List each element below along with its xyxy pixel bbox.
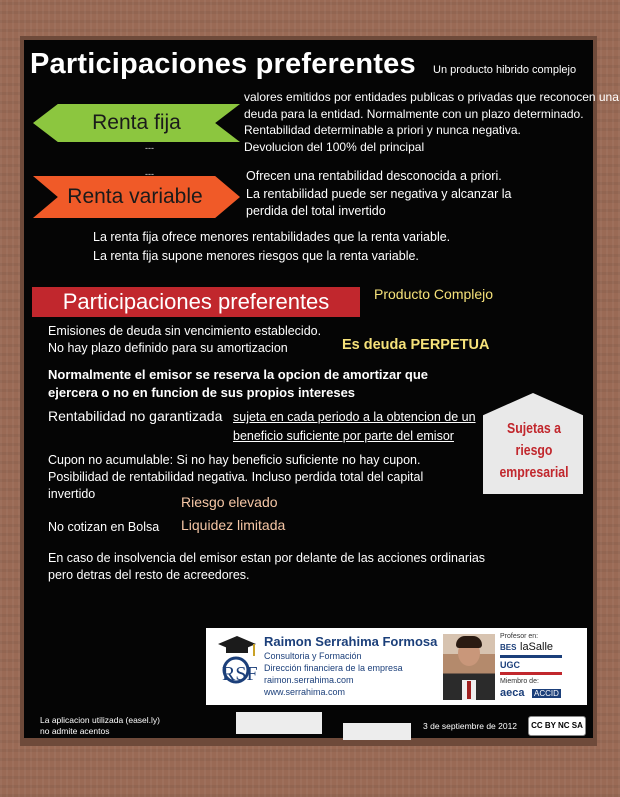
footer-note xyxy=(40,715,160,737)
author-photo-tie xyxy=(467,681,471,699)
renta-fija-dashes: --- xyxy=(145,143,154,153)
rentabilidad-label: Rentabilidad no garantizada xyxy=(48,408,223,424)
renta-fija-line: Devolucion del 100% del principal xyxy=(244,139,425,154)
renta-fija-line: deuda para la entidad. Normalmente con un plazo determinado. xyxy=(244,106,584,121)
chalk-eraser xyxy=(343,723,411,740)
comparison-line: La renta fija supone menores riesgos que la renta variable. xyxy=(93,249,419,263)
renta-fija-line: Rentabilidad determinable a priori y nunca negativa. xyxy=(244,123,521,137)
comparison-text xyxy=(93,228,450,266)
author-photo-hair xyxy=(456,636,482,648)
renta-variable-line: Ofrecen una rentabilidad desconocida a priori. xyxy=(246,169,502,183)
producto-complejo-label: Producto Complejo xyxy=(374,286,494,302)
footer-note-line: La aplicacion utilizada (easel.ly) xyxy=(40,715,161,725)
author-line: Consultoria y Formación xyxy=(264,651,362,661)
cupon-line: invertido xyxy=(48,487,96,501)
emisiones-line: Emisiones de deuda sin vencimiento establecido. xyxy=(48,324,322,338)
deuda-perpetua-label: Es deuda PERPETUA xyxy=(342,337,490,353)
author-name: Raimon Serrahima Formosa xyxy=(264,634,438,649)
riesgo-empresarial-label: Sujetas a riesgo empresarial xyxy=(499,420,569,481)
preferentes-banner-label: Participaciones preferentes xyxy=(62,289,330,314)
aeca-logo: aeca xyxy=(500,687,525,699)
author-line: Dirección financiera de la empresa xyxy=(264,663,403,673)
insolvencia-text xyxy=(48,550,485,584)
renta-variable-description xyxy=(246,168,511,221)
accid-logo: ACCID xyxy=(534,689,559,698)
publication-date: 3 de septiembre de 2012 xyxy=(423,721,518,731)
lasalle-logo: laSalle xyxy=(520,641,554,653)
profesor-label: Profesor en: xyxy=(500,633,539,640)
liquidez-label: Liquidez limitada xyxy=(181,517,286,533)
amortizar-text xyxy=(48,366,428,402)
author-link[interactable]: raimon.serrahima.com xyxy=(264,675,354,685)
creative-commons-icon: CC BY NC SA xyxy=(528,716,586,736)
cupon-line: Cupon no acumulable: Si no hay beneficio suficiente no hay cupon. xyxy=(48,453,421,467)
footer-note-line: no admite acentos xyxy=(40,726,110,736)
amortizar-line: Normalmente el emisor se reserva la opcion de amortizar que xyxy=(48,367,429,382)
miembro-label: Miembro de: xyxy=(500,678,539,685)
renta-fija-description xyxy=(244,89,619,155)
emisiones-text xyxy=(48,323,321,357)
insolvencia-line: En caso de insolvencia del emisor estan por delante de las acciones ordinarias xyxy=(48,551,486,565)
renta-variable-dashes: --- xyxy=(145,169,154,179)
emisiones-line: No hay plazo definido para su amortizacion xyxy=(48,341,288,355)
insolvencia-line: pero detras del resto de acreedores. xyxy=(48,568,250,582)
graduation-logo-icon xyxy=(214,634,260,700)
author-link[interactable]: www.serrahima.com xyxy=(264,687,346,697)
logo-mark-text: RSF xyxy=(222,663,258,685)
chalk-eraser xyxy=(236,712,322,734)
rentabilidad-detail-line: beneficio suficiente por parte del emisor xyxy=(233,429,454,443)
no-cotizan-label: No cotizan en Bolsa xyxy=(48,520,160,534)
page-subtitle: Un producto hibrido complejo xyxy=(433,64,577,76)
amortizar-line: ejercera o no en funcion de sus propios intereses xyxy=(48,385,356,400)
renta-variable-line: La rentabilidad puede ser negativa y alcanzar la xyxy=(246,186,512,201)
cupon-line: Posibilidad de rentabilidad negativa. Incluso perdida total del capital xyxy=(48,470,424,484)
renta-variable-line: perdida del total invertido xyxy=(246,204,386,218)
renta-variable-label: Renta variable xyxy=(67,185,203,208)
lasalle-bar xyxy=(500,655,562,658)
ugc-bar xyxy=(500,672,562,675)
renta-fija-label: Renta fija xyxy=(92,111,181,134)
ugc-logo: UGC xyxy=(500,660,520,670)
bes-logo: BES xyxy=(500,643,517,652)
page-title: Participaciones preferentes xyxy=(30,48,416,80)
rentabilidad-detail-line: sujeta en cada periodo a la obtencion de un xyxy=(233,410,476,424)
renta-fija-line: valores emitidos por entidades publicas o privadas que reconocen una xyxy=(244,90,619,104)
rentabilidad-detail xyxy=(233,408,476,446)
riesgo-elevado-label: Riesgo elevado xyxy=(181,494,278,510)
comparison-line: La renta fija ofrece menores rentabilidades que la renta variable. xyxy=(93,230,451,244)
